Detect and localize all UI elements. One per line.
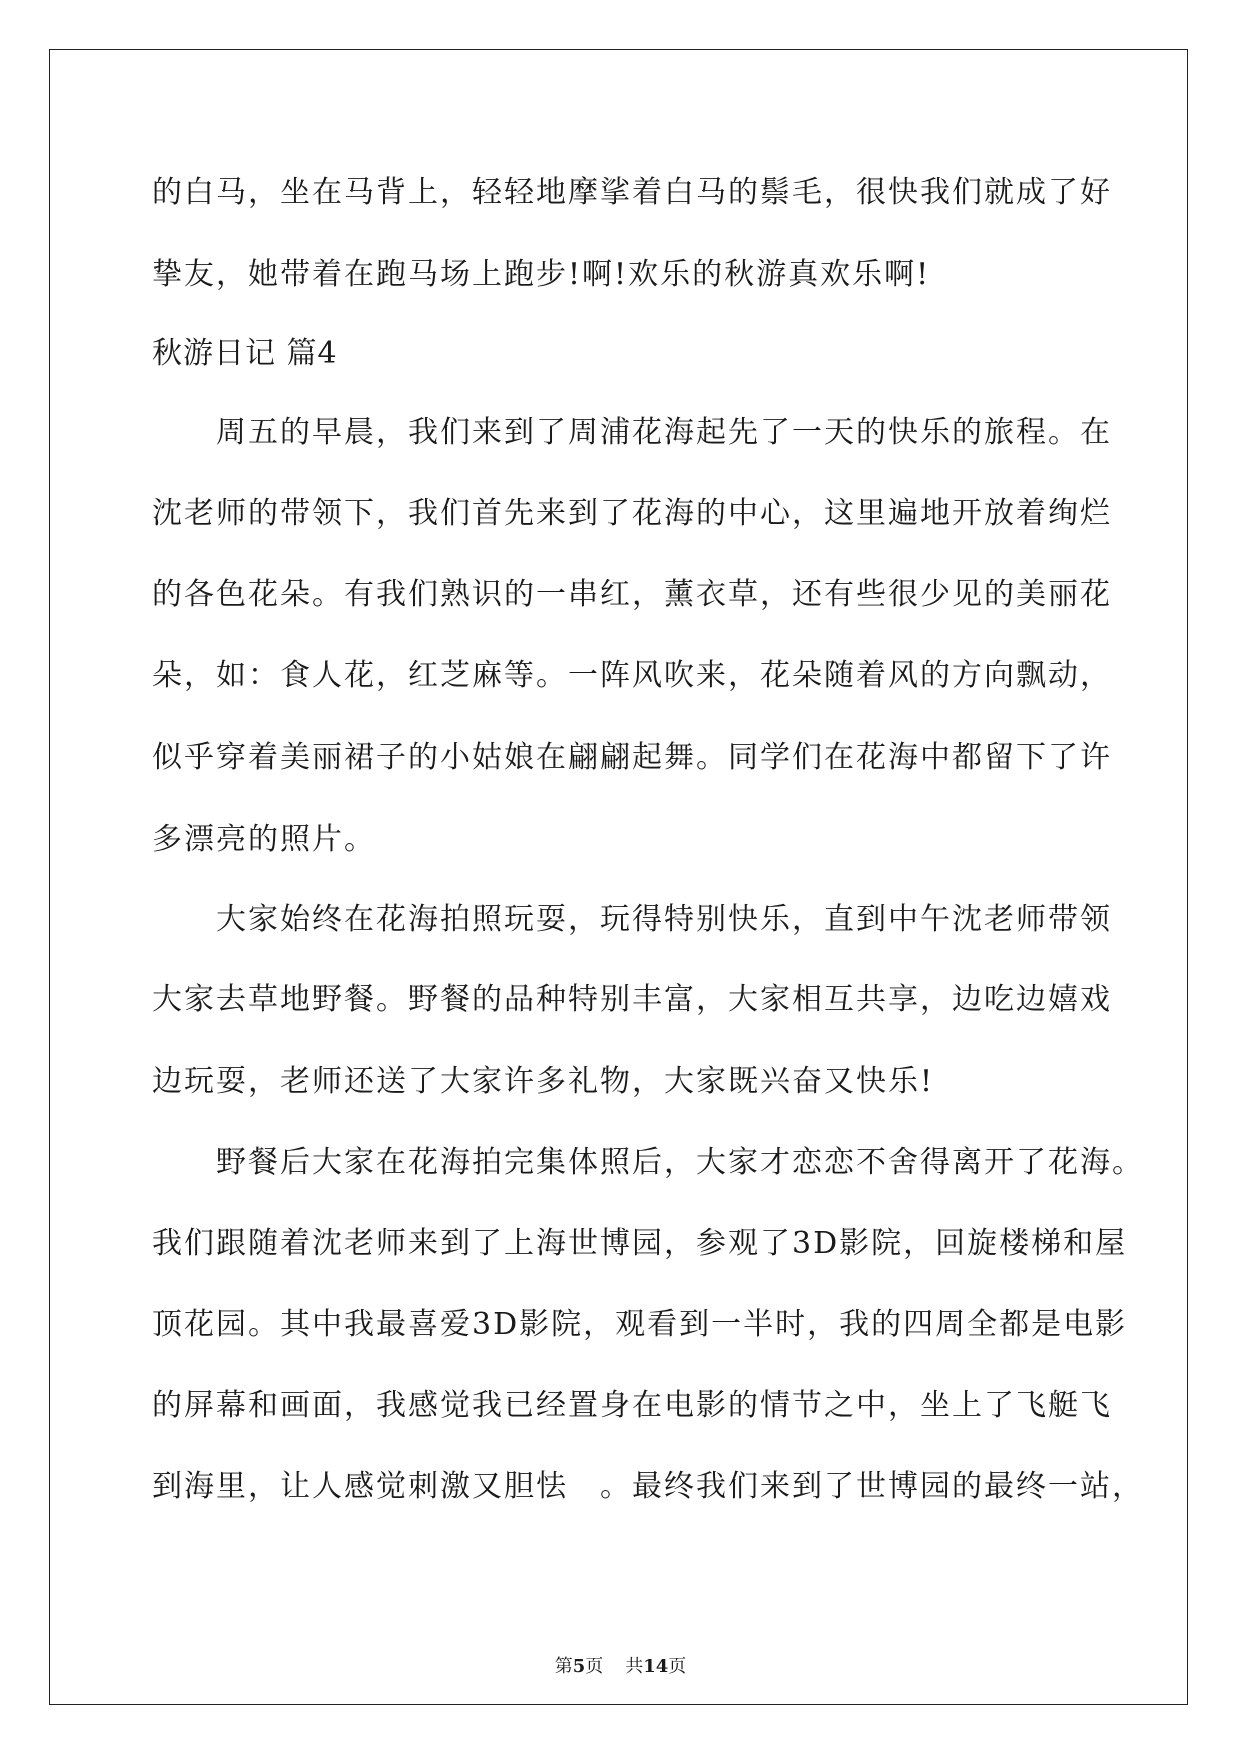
paragraph-line: 顶花园。其中我最喜爱3D影院，观看到一半时，我的四周全都是电影 [152,1307,1128,1342]
total-label-suffix: 页 [668,1656,687,1677]
current-page-number: 5 [572,1656,586,1677]
paragraph-line: 朵，如：食人花，红芝麻等。一阵风吹来，花朵随着风的方向飘动， [152,658,1112,693]
text-line: 挚友，她带着在跑马场上跑步!啊!欢乐的秋游真欢乐啊! [152,257,931,292]
paragraph-line: 边玩耍，老师还送了大家许多礼物，大家既兴奋又快乐! [152,1064,935,1099]
text-line: 的白马，坐在马背上，轻轻地摩挲着白马的鬃毛，很快我们就成了好 [152,175,1112,210]
section-heading: 秋游日记 篇4 [152,336,338,371]
paragraph-line: 沈老师的带领下，我们首先来到了花海的中心，这里遍地开放着绚烂 [152,496,1112,531]
total-label-prefix: 共 [625,1656,644,1677]
paragraph-line: 我们跟随着沈老师来到了上海世博园，参观了3D影院，回旋楼梯和屋 [152,1226,1128,1261]
paragraph-line: 大家始终在花海拍照玩耍，玩得特别快乐，直到中午沈老师带领 [152,902,1112,937]
page-footer [0,1655,1241,1679]
paragraph-line: 野餐后大家在花海拍完集体照后，大家才恋恋不舍得离开了花海。 [152,1145,1144,1180]
total-page-number: 14 [643,1656,669,1677]
paragraph-line: 大家去草地野餐。野餐的品种特别丰富，大家相互共享，边吃边嬉戏 [152,982,1112,1017]
page-label-prefix: 第 [554,1656,573,1677]
page-border [49,49,1188,1705]
paragraph-line: 多漂亮的照片。 [152,822,376,857]
paragraph-line: 的屏幕和画面，我感觉我已经置身在电影的情节之中，坐上了飞艇飞 [152,1388,1112,1423]
paragraph-line: 周五的早晨，我们来到了周浦花海起先了一天的快乐的旅程。在 [152,415,1112,450]
paragraph-line: 的各色花朵。有我们熟识的一串红，薰衣草，还有些很少见的美丽花 [152,577,1112,612]
paragraph-line: 似乎穿着美丽裙子的小姑娘在翩翩起舞。同学们在花海中都留下了许 [152,740,1112,775]
page-label-suffix: 页 [585,1656,604,1677]
paragraph-line: 到海里，让人感觉刺激又胆怯 。最终我们来到了世博园的最终一站， [152,1469,1144,1504]
